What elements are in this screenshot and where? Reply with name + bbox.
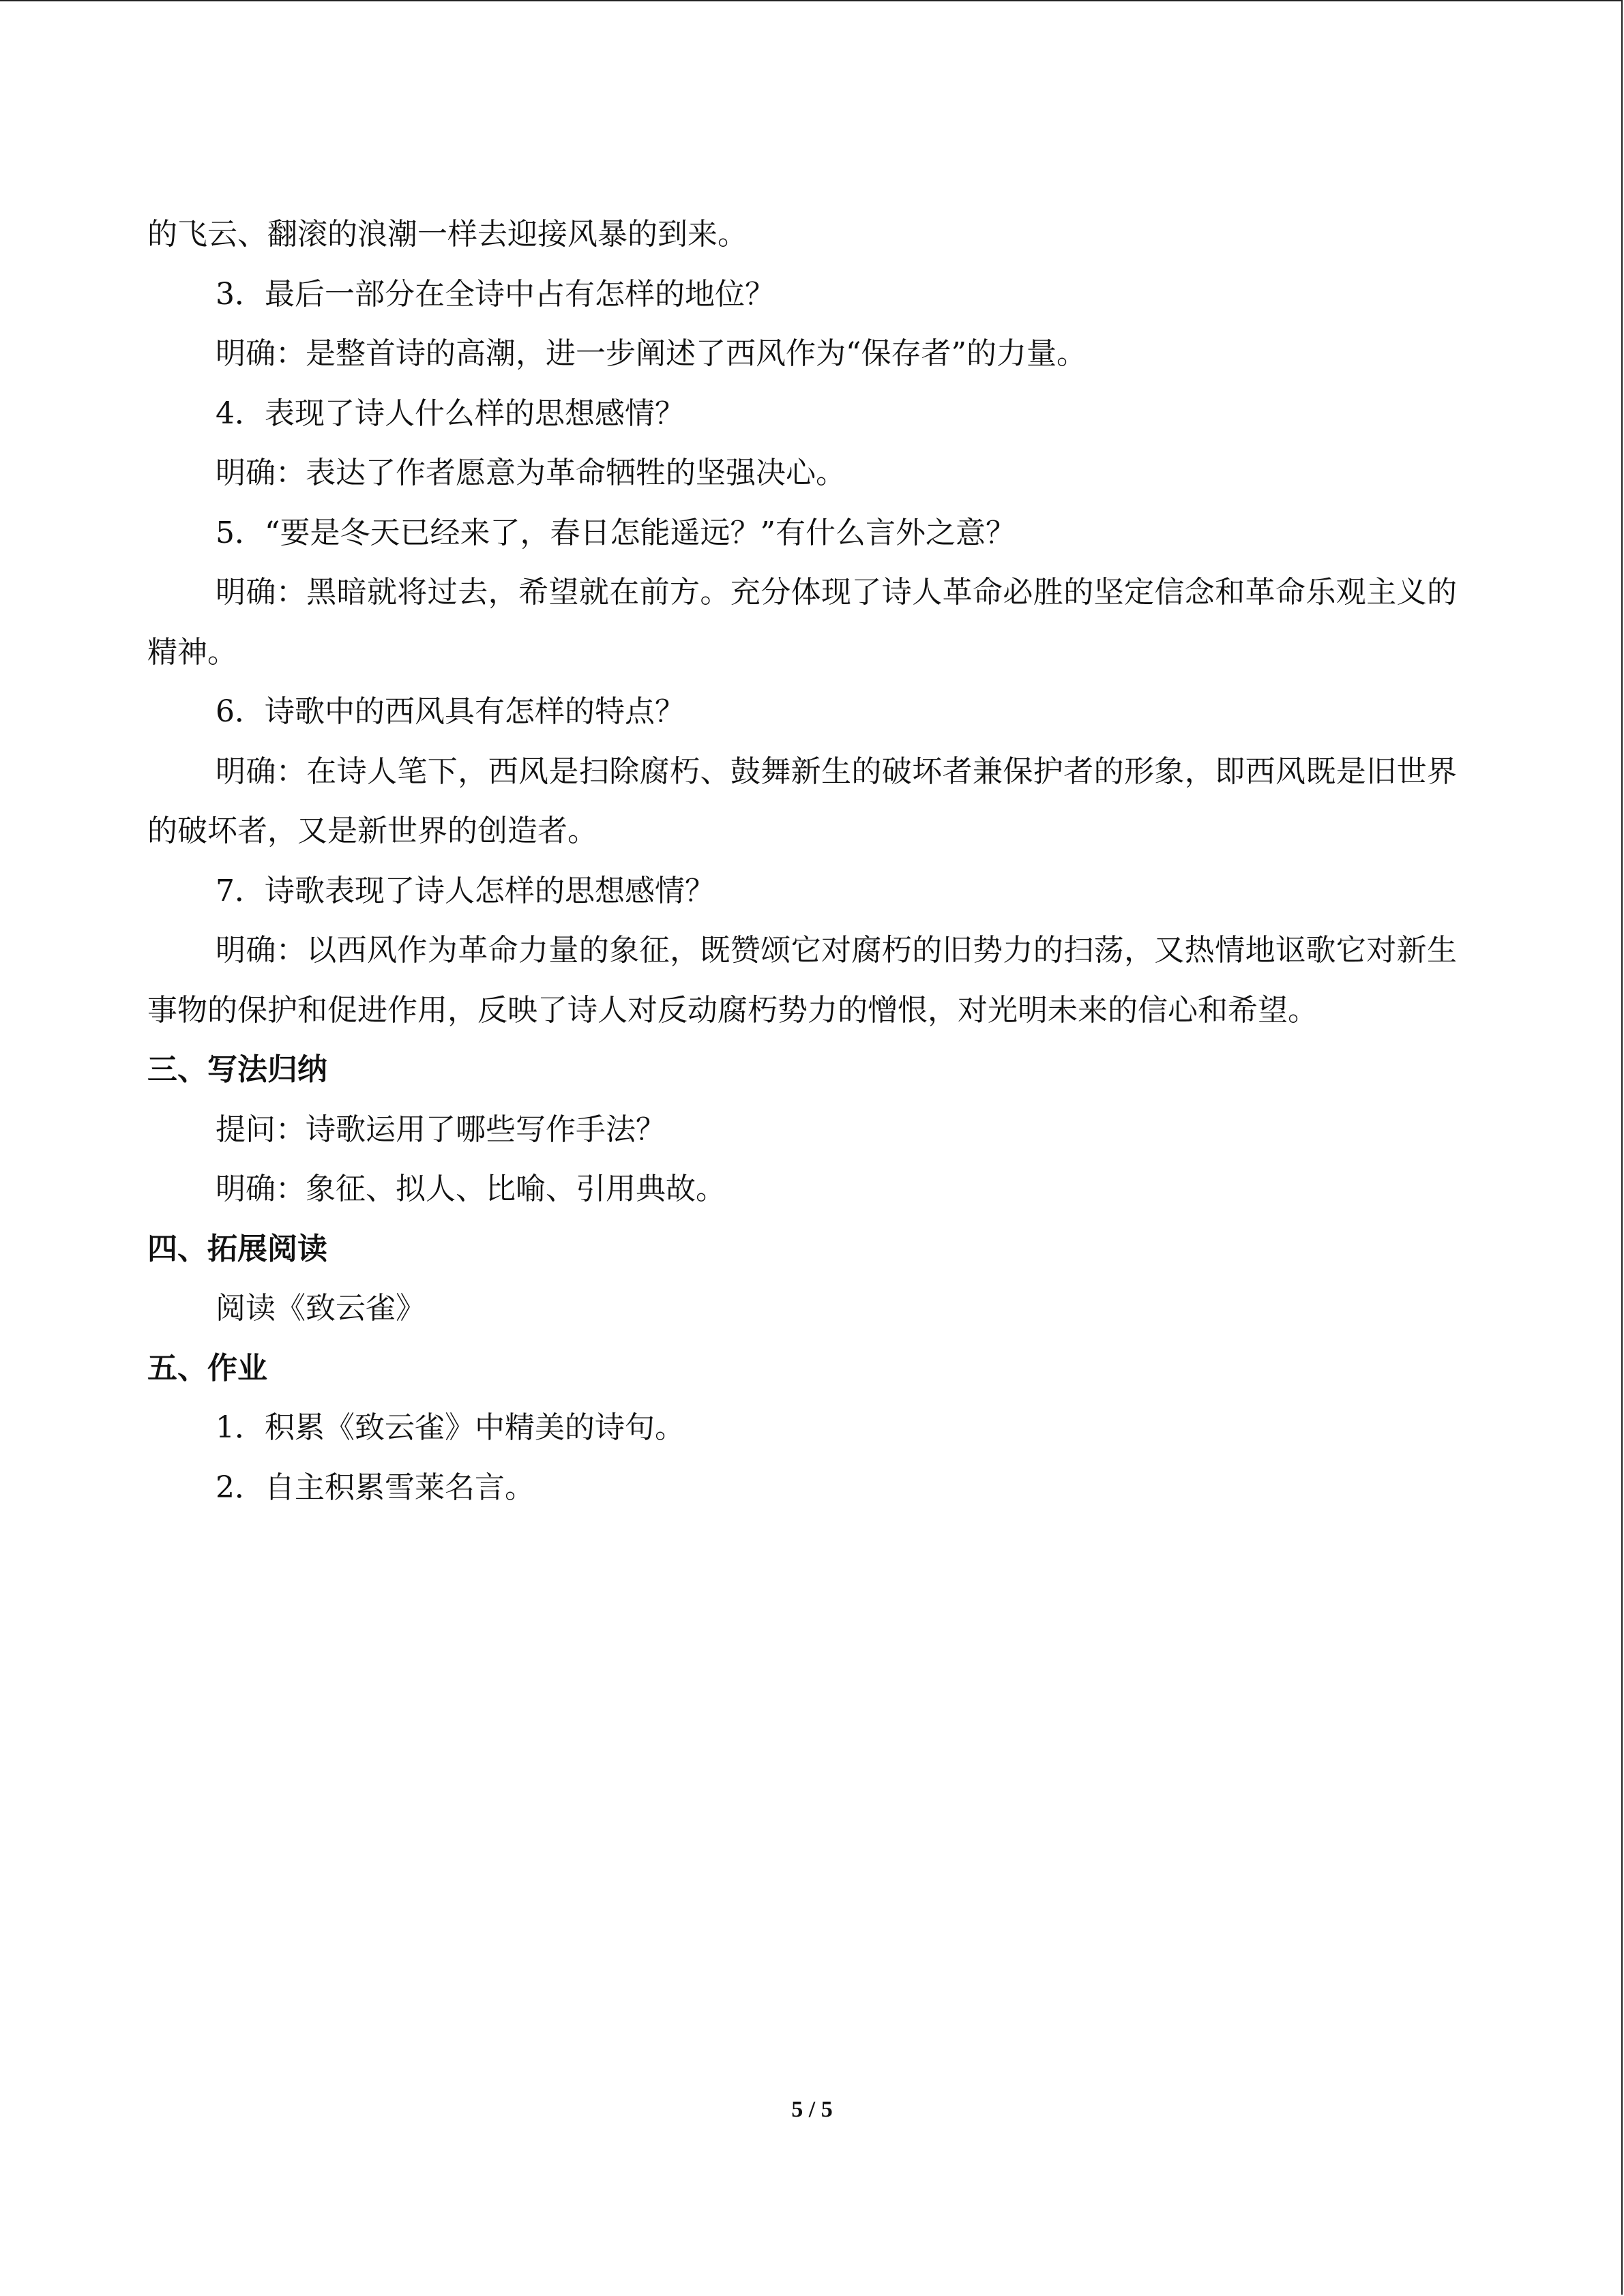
homework-item-2: 2．自主积累雪莱名言。 [216, 1470, 535, 1505]
question-7: 7．诗歌表现了诗人怎样的思想感情？ [216, 873, 715, 908]
continuation-paragraph: 的飞云、翻滚的浪潮一样去迎接风暴的到来。 [147, 217, 748, 252]
question-6: 6．诗歌中的西风具有怎样的特点？ [216, 694, 685, 729]
answer-3: 明确：是整首诗的高潮，进一步阐述了西风作为“保存者”的力量。 [216, 336, 1087, 371]
question-4: 4．表现了诗人什么样的思想感情？ [216, 396, 685, 431]
page-number: 5 / 5 [791, 2097, 833, 2122]
question-5: 5．“要是冬天已经来了，春日怎能遥远？”有什么言外之意？ [216, 515, 1016, 550]
answer-6: 明确：在诗人笔下，西风是扫除腐朽、鼓舞新生的破坏者兼保护者的形象，即西风既是旧世界的破坏者，又是新世界的创造者。 [147, 754, 1457, 848]
prompt-question: 提问：诗歌运用了哪些写作手法？ [216, 1112, 666, 1147]
answer-4: 明确：表达了作者愿意为革命牺牲的坚强决心。 [216, 456, 846, 490]
answer-techniques: 明确：象征、拟人、比喻、引用典故。 [216, 1172, 726, 1206]
section-heading-writing-techniques: 三、写法归纳 [147, 1052, 327, 1087]
section-heading-extended-reading: 四、拓展阅读 [147, 1231, 327, 1266]
answer-5: 明确：黑暗就将过去，希望就在前方。充分体现了诗人革命必胜的坚定信念和革命乐观主义的精神。 [147, 575, 1457, 670]
document-body [147, 205, 1457, 1517]
section-heading-homework: 五、作业 [147, 1350, 267, 1386]
answer-7: 明确：以西风作为革命力量的象征，既赞颂它对腐朽的旧势力的扫荡，又热情地讴歌它对新生事物的保护和促进作用，反映了诗人对反动腐朽势力的憎恨，对光明未来的信心和希望。 [147, 933, 1457, 1028]
reading-assignment: 阅读《致云雀》 [216, 1291, 426, 1326]
homework-item-1: 1．积累《致云雀》中精美的诗句。 [216, 1410, 685, 1445]
question-3: 3．最后一部分在全诗中占有怎样的地位？ [216, 276, 775, 312]
